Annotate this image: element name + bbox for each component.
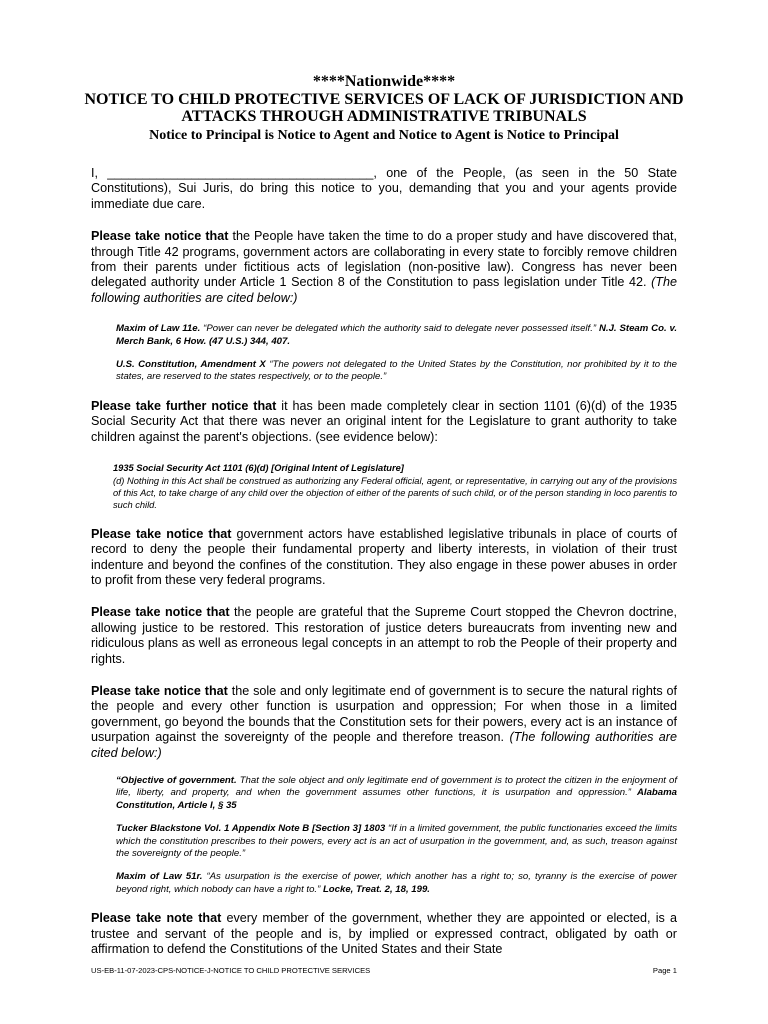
document-subtitle: Notice to Principal is Notice to Agent and Notice to Agent is Notice to Principal [149, 128, 619, 143]
notice-lead: Please take notice that [91, 683, 228, 698]
quote-text: “Power can never be delegated which the authority said to delegate never possessed itself.” [200, 323, 599, 335]
quote-ssa-1101 [113, 462, 677, 512]
notice-lead: Please take notice that [91, 526, 232, 541]
document-body [91, 166, 677, 974]
quote-text: “The powers not delegated to the United States by the Constitution, nor prohibited by it to the states, are reserved to the states respectively, or to the people.” [116, 359, 677, 383]
nationwide-banner: ****Nationwide**** [312, 73, 456, 90]
quote-source: Maxim of Law 11e. [116, 323, 201, 335]
quote-maxim-11e [116, 323, 677, 348]
document-id: US-EB-11-07-2023-CPS-NOTICE-J-NOTICE TO CHILD PROTECTIVE SERVICES [91, 966, 371, 975]
quote-text: That the sole object and only legitimate end of government is to protect the citizen in the enjoyment of life, liberty, and property, and when the government assumes other functions, it is usurpation and oppression.” [116, 775, 677, 799]
page-number: Page 1 [652, 966, 677, 975]
notice-lead: Please take notice that [91, 605, 230, 620]
notice-lead: Please take note that [91, 911, 222, 926]
quote-tucker-blackstone [116, 823, 677, 860]
notice-paragraph-chevron [91, 605, 677, 667]
notice-paragraph-tribunals [91, 527, 677, 589]
quote-text: “If in a limited government, the public functionaries exceed the limits which the constitution prescribes to their powers, every act is an act of usurpation in the government, and, as such, treason against the sovereignty of the people.” [116, 823, 677, 860]
quote-source: “Objective of government. [116, 775, 237, 786]
notice-paragraph-ssa [91, 399, 677, 445]
notice-paragraph-trustee [91, 911, 677, 957]
quote-citation: Locke, Treat. 2, 18, 199. [322, 883, 430, 895]
notice-text: every member of the government, whether they are appointed or elected, is a trustee and servant of the people and is, by implied or expressed contract, obligated by oath or affirmation to defend the Constitutions of the United States and their State [91, 911, 677, 957]
quote-maxim-51r [116, 871, 677, 896]
notice-text: the sole and only legitimate end of government is to secure the natural rights of the people and every other function is usurpation and oppression; For when those in a limited government, go beyond the bounds that the Constitution sets for their powers, every act is an instance of usurpation against the sovereignty of the people and therefore treason. [91, 683, 677, 745]
document-header [0, 72, 768, 145]
quote-amendment-x [116, 359, 677, 384]
notice-paragraph-usurpation [91, 684, 677, 761]
notice-lead: Please take further notice that [91, 398, 277, 413]
notice-text: the People have taken the time to do a proper study and have discovered that, through Title 42 programs, government actors are collaborating in every state to forcibly remove children from their parents under fictitious acts of legislation (non-positive law). Congress has never been delegated authority under Article 1 Section 8 of the Constitution to pass legislation under Title 42. [91, 229, 677, 290]
quote-citation: N.J. Steam Co. v. Merch Bank, 6 How. (47 U.S.) 344, 407. [116, 323, 678, 347]
notice-paragraph-title-42 [91, 229, 677, 306]
intro-paragraph: I, ______________________________________, one of the People, (as seen in the 50 State Constitutions), Sui Juris, do bring this notice to you, demanding that you and your agents provide immediate due care. [91, 166, 677, 211]
quote-source: 1935 Social Security Act 1101 (6)(d) [Original Intent of Legislature] [113, 463, 404, 474]
notice-lead: Please take notice that [91, 229, 229, 244]
notice-text: government actors have established legislative tribunals in place of courts of record to deny the people their fundamental property and liberty interests, in violation of their trust indenture and beyond the confines of the constitution. They also engage in these power abuses in order to profit from these very federal programs. [91, 526, 678, 587]
quote-source: Maxim of Law 51r. [116, 871, 203, 883]
notice-text: the people are grateful that the Supreme Court stopped the Chevron doctrine, allowing justice to be restored. This restoration of justice deters bureaucrats from inventing new and ridiculous plans as well as erroneous legal concepts in an attempt to rob the People of their property and rights. [91, 605, 677, 666]
authorities-note: (The following authorities are cited below:) [91, 730, 678, 760]
quote-source: U.S. Constitution, Amendment X [116, 359, 266, 371]
quote-text: (d) Nothing in this Act shall be construed as authorizing any Federal official, agent, or representative, in carrying out any of the provisions of this Act, to take charge of any child over the objection of either of the parents of such child, or of the person standing in loco parentis to such child. [113, 475, 677, 511]
authorities-note: (The following authorities are cited below:) [91, 275, 677, 305]
quote-source: Tucker Blackstone Vol. 1 Appendix Note B [Section 3] 1803 [116, 823, 386, 835]
quote-citation: Alabama Constitution, Article I, § 35 [116, 787, 677, 811]
quote-alabama-constitution [116, 775, 677, 812]
quote-text: “As usurpation is the exercise of power, which another has a right to; so, tyranny is the exercise of power beyond right, which nobody can have a right to.” [116, 871, 677, 895]
document-title: NOTICE TO CHILD PROTECTIVE SERVICES OF LACK OF JURISDICTION AND ATTACKS THROUGH ADMINISTRATIVE TRIBUNALS [84, 91, 684, 125]
notice-text: it has been made completely clear in section 1101 (6)(d) of the 1935 Social Security Act that there was never an original intent for the Legislature to grant authority to take children against the parent's objections. (see evidence below): [91, 398, 677, 444]
